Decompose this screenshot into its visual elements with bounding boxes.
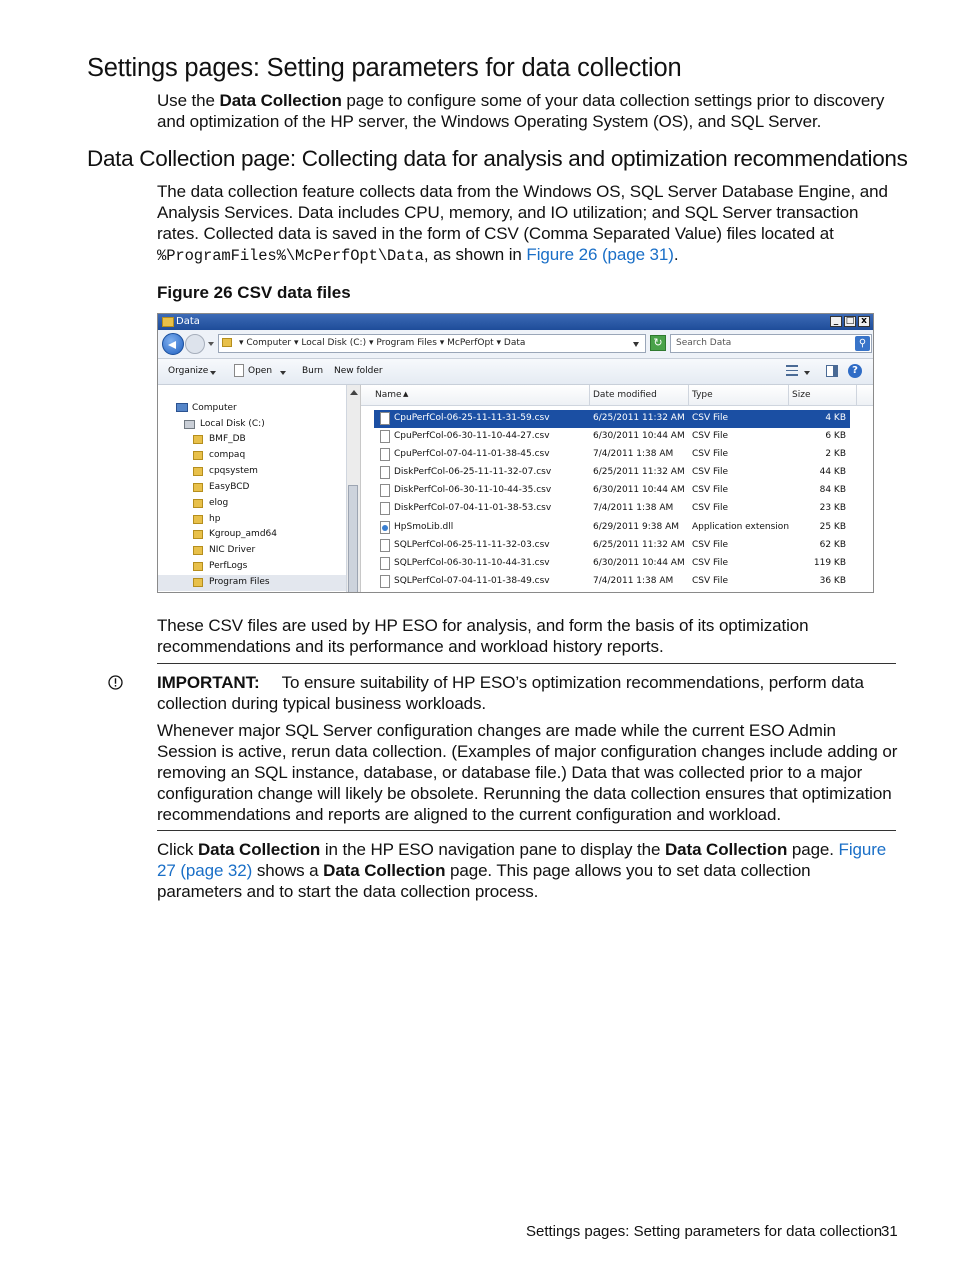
tree-item-folder[interactable] (193, 434, 343, 446)
file-size: 2 KB (825, 449, 846, 459)
file-date: 7/4/2011 1:38 AM (593, 576, 674, 586)
folder-icon (193, 578, 203, 587)
para3-text-1: Click (157, 840, 198, 859)
file-type: CSV File (692, 503, 729, 513)
para3-text-3: page. (787, 840, 839, 859)
file-name: DiskPerfCol-06-30-11-10-44-35.csv (394, 485, 552, 495)
burn-button[interactable]: Burn (302, 366, 324, 376)
column-divider[interactable] (856, 385, 857, 405)
file-row[interactable] (374, 500, 850, 518)
tree-item-folder[interactable] (193, 561, 343, 573)
file-name: SQLPerfCol-06-30-11-10-44-31.csv (394, 558, 550, 568)
refresh-icon[interactable]: ↻ (650, 335, 666, 351)
para1-text-2: , as shown in (423, 245, 527, 264)
file-date: 7/4/2011 1:38 AM (593, 503, 674, 513)
file-row[interactable] (374, 410, 850, 428)
file-size: 44 KB (819, 467, 846, 477)
intro-bold: Data Collection (219, 91, 342, 110)
footer-title: Settings pages: Setting parameters for data collection (526, 1223, 883, 1240)
important-icon (108, 675, 123, 690)
forward-arrow-icon[interactable] (185, 334, 205, 354)
para1-text-3: . (673, 245, 679, 264)
para3-text-4: shows a (252, 861, 324, 880)
tree-item-folder[interactable] (193, 482, 343, 494)
file-name: DiskPerfCol-07-04-11-01-38-53.csv (394, 503, 552, 513)
tree-item-label: Program Files (209, 577, 270, 587)
file-date: 6/25/2011 11:32 AM (593, 467, 685, 477)
command-bar (158, 359, 873, 385)
folder-icon (193, 467, 203, 476)
tree-item-label: Local Disk (C:) (200, 419, 265, 429)
file-row[interactable] (374, 482, 850, 500)
csv-file-icon (380, 557, 390, 570)
csv-file-icon (380, 575, 390, 588)
file-row[interactable] (374, 464, 850, 482)
column-headers (361, 385, 874, 406)
para3-text-2: in the HP ESO navigation pane to display the (320, 840, 665, 859)
search-input[interactable] (670, 334, 872, 353)
help-icon[interactable]: ? (848, 364, 862, 378)
folder-icon (193, 546, 203, 555)
file-size: 23 KB (819, 503, 846, 513)
explorer-window (157, 313, 874, 593)
figure-27-link[interactable]: Figure 27 (page 32) (157, 840, 887, 880)
chevron-down-icon[interactable] (280, 371, 286, 375)
computer-icon (176, 403, 188, 412)
csv-usage-paragraph: These CSV files are used by HP ESO for analysis, and form the basis of its optimization recommendations and its performance and workload history reports. (157, 616, 809, 656)
folder-icon (193, 562, 203, 571)
tree-item-computer[interactable] (176, 403, 336, 415)
important-note (157, 672, 899, 714)
tree-item-label: BMF_DB (209, 434, 246, 444)
file-type: CSV File (692, 540, 729, 550)
page-heading: Settings pages: Setting parameters for data collection (87, 54, 682, 82)
chevron-down-icon[interactable] (804, 371, 810, 375)
tree-item-folder[interactable] (193, 529, 343, 541)
maximize-button[interactable]: □ (845, 316, 855, 326)
folder-icon (222, 338, 232, 347)
window-title: Data (176, 316, 200, 327)
file-name: DiskPerfCol-06-25-11-11-32-07.csv (394, 467, 552, 477)
file-size: 25 KB (819, 522, 846, 532)
intro-text-2: page to configure some of your data collection settings prior to discovery and optimization of the HP server, the Windows Operating System (OS), and SQL Server. (157, 91, 885, 131)
file-type: CSV File (692, 576, 729, 586)
file-name: SQLPerfCol-06-25-11-11-32-03.csv (394, 540, 550, 550)
file-size: 119 KB (813, 558, 846, 568)
open-button[interactable]: Open (248, 366, 273, 376)
csv-file-icon (380, 539, 390, 552)
important-text: To ensure suitability of HP ESO’s optimization recommendations, perform data collection during typical business workloads. (157, 673, 864, 713)
tree-item-folder[interactable] (193, 466, 343, 478)
file-type: CSV File (692, 558, 729, 568)
csv-file-icon (380, 484, 390, 497)
figure-26-link[interactable]: Figure 26 (page 31) (526, 245, 674, 264)
address-bar-area (158, 330, 873, 359)
tree-item-folder[interactable] (193, 514, 343, 526)
column-divider[interactable] (688, 385, 689, 405)
csv-file-icon (380, 448, 390, 461)
new-folder-button[interactable]: New folder (334, 366, 383, 376)
file-date: 6/30/2011 10:44 AM (593, 485, 685, 495)
tree-item-label: cpqsystem (209, 466, 258, 476)
folder-icon (193, 515, 203, 524)
file-size: 4 KB (825, 413, 846, 423)
column-name[interactable]: Name (375, 390, 402, 400)
para3-text-5: page. This page allows you to set data collection parameters and to start the data collection process. (157, 861, 811, 901)
column-size[interactable]: Size (792, 390, 811, 400)
tree-item-label: hp (209, 514, 221, 524)
folder-icon (193, 499, 203, 508)
file-type: CSV File (692, 467, 729, 477)
para3-bold-3: Data Collection (323, 861, 446, 880)
preview-pane-icon[interactable] (826, 365, 838, 377)
tree-item-label: Computer (192, 403, 237, 413)
file-date: 6/30/2011 10:44 AM (593, 431, 685, 441)
view-options-icon[interactable] (786, 365, 798, 376)
file-date: 6/25/2011 11:32 AM (593, 413, 685, 423)
breadcrumb[interactable]: ▾ Computer ▾ Local Disk (C:) ▾ Program Files ▾ McPerfOpt ▾ Data (239, 338, 526, 348)
file-name: CpuPerfCol-06-25-11-11-31-59.csv (394, 413, 550, 423)
scrollbar-thumb[interactable] (348, 485, 358, 593)
tree-item-program-files[interactable] (158, 575, 346, 591)
tree-item-label: Kgroup_amd64 (209, 529, 277, 539)
file-date: 6/29/2011 9:38 AM (593, 522, 680, 532)
file-date: 6/30/2011 10:44 AM (593, 558, 685, 568)
scroll-up-icon[interactable] (350, 390, 358, 395)
column-type[interactable]: Type (692, 390, 713, 400)
tree-item-folder[interactable] (193, 450, 343, 462)
divider (157, 663, 896, 664)
title-bar (158, 314, 873, 330)
file-name: HpSmoLib.dll (394, 522, 454, 532)
file-row[interactable] (374, 519, 850, 537)
file-name: CpuPerfCol-06-30-11-10-44-27.csv (394, 431, 550, 441)
navigation-scrollbar[interactable] (347, 385, 361, 593)
file-size: 6 KB (825, 431, 846, 441)
file-row[interactable] (374, 555, 850, 573)
sort-ascending-icon: ▲ (403, 390, 409, 398)
address-bar[interactable] (218, 334, 646, 353)
folder-icon (193, 435, 203, 444)
close-button[interactable]: x (858, 316, 870, 327)
file-row[interactable] (374, 537, 850, 555)
folder-icon (193, 483, 203, 492)
file-type: Application extension (692, 522, 790, 532)
file-row[interactable] (374, 446, 850, 464)
data-collection-paragraph (157, 181, 899, 267)
recent-pages-dropdown-icon[interactable] (208, 342, 214, 346)
page-number: 31 (881, 1223, 898, 1240)
figure-caption: Figure 26 CSV data files (157, 283, 351, 302)
rerun-collection-paragraph: Whenever major SQL Server configuration changes are made while the current ESO Admin Session is active, rerun data collection. (Examples of major configuration changes include adding or removing an SQL instance, database, or database file.) Data that was collected prior to a major configuration change will likely be obsolete. Rerunning the data collection ensures that optimization recommendations and reports are aligned to the current configuration and workload. (157, 721, 898, 824)
file-type: CSV File (692, 449, 729, 459)
csv-file-icon (380, 466, 390, 479)
file-icon (234, 364, 244, 377)
file-list (361, 385, 874, 593)
file-date: 7/4/2011 1:38 AM (593, 449, 674, 459)
tree-item-folder[interactable] (193, 545, 343, 557)
file-name: CpuPerfCol-07-04-11-01-38-45.csv (394, 449, 550, 459)
para1-text-1: The data collection feature collects data from the Windows OS, SQL Server Database Engine, and Analysis Services. Data includes CPU, memory, and IO utilization; and SQL Server transaction rates. Collected data is saved in the form of CSV (Comma Separated Value) files located at (157, 182, 888, 243)
navigation-pane (158, 385, 347, 593)
tree-item-label: PerfLogs (209, 561, 248, 571)
file-type: CSV File (692, 485, 729, 495)
tree-item-local-disk[interactable] (184, 419, 336, 431)
chevron-down-icon[interactable] (210, 371, 216, 375)
folder-icon (193, 530, 203, 539)
chevron-down-icon[interactable] (633, 342, 639, 347)
disk-icon (184, 420, 195, 429)
file-size: 84 KB (819, 485, 846, 495)
column-divider[interactable] (589, 385, 590, 405)
important-label: IMPORTANT: (157, 673, 260, 692)
file-date: 6/25/2011 11:32 AM (593, 540, 685, 550)
tree-item-label: EasyBCD (209, 482, 250, 492)
folder-icon (162, 317, 174, 327)
csv-file-icon (380, 502, 390, 515)
column-date-modified[interactable]: Date modified (593, 390, 657, 400)
program-files-path: %ProgramFiles%\McPerfOpt\Data (157, 247, 424, 265)
file-type: CSV File (692, 431, 729, 441)
tree-item-label: elog (209, 498, 229, 508)
tree-item-label: compaq (209, 450, 246, 460)
divider (157, 830, 896, 831)
tree-item-folder[interactable] (193, 498, 343, 510)
folder-icon (193, 451, 203, 460)
file-size: 36 KB (819, 576, 846, 586)
file-name: SQLPerfCol-07-04-11-01-38-49.csv (394, 576, 550, 586)
search-icon[interactable]: ⚲ (855, 336, 870, 351)
file-size: 62 KB (819, 540, 846, 550)
dll-file-icon (380, 521, 390, 534)
csv-file-icon (380, 412, 390, 425)
para3-bold-2: Data Collection (664, 840, 788, 859)
organize-button[interactable]: Organize (168, 366, 209, 376)
back-arrow-icon[interactable] (162, 333, 184, 355)
minimize-button[interactable]: _ (830, 316, 842, 327)
column-divider[interactable] (788, 385, 789, 405)
intro-paragraph (157, 90, 899, 132)
search-placeholder: Search Data (676, 338, 732, 348)
csv-file-icon (380, 430, 390, 443)
section-heading: Data Collection page: Collecting data for analysis and optimization recommendations (87, 146, 908, 171)
file-row[interactable] (374, 573, 850, 591)
file-row[interactable] (374, 428, 850, 446)
navigation-paragraph (157, 839, 899, 902)
file-type: CSV File (692, 413, 729, 423)
para3-bold-1: Data Collection (197, 840, 321, 859)
tree-item-label: NIC Driver (209, 545, 256, 555)
intro-text-1: Use the (157, 91, 220, 110)
